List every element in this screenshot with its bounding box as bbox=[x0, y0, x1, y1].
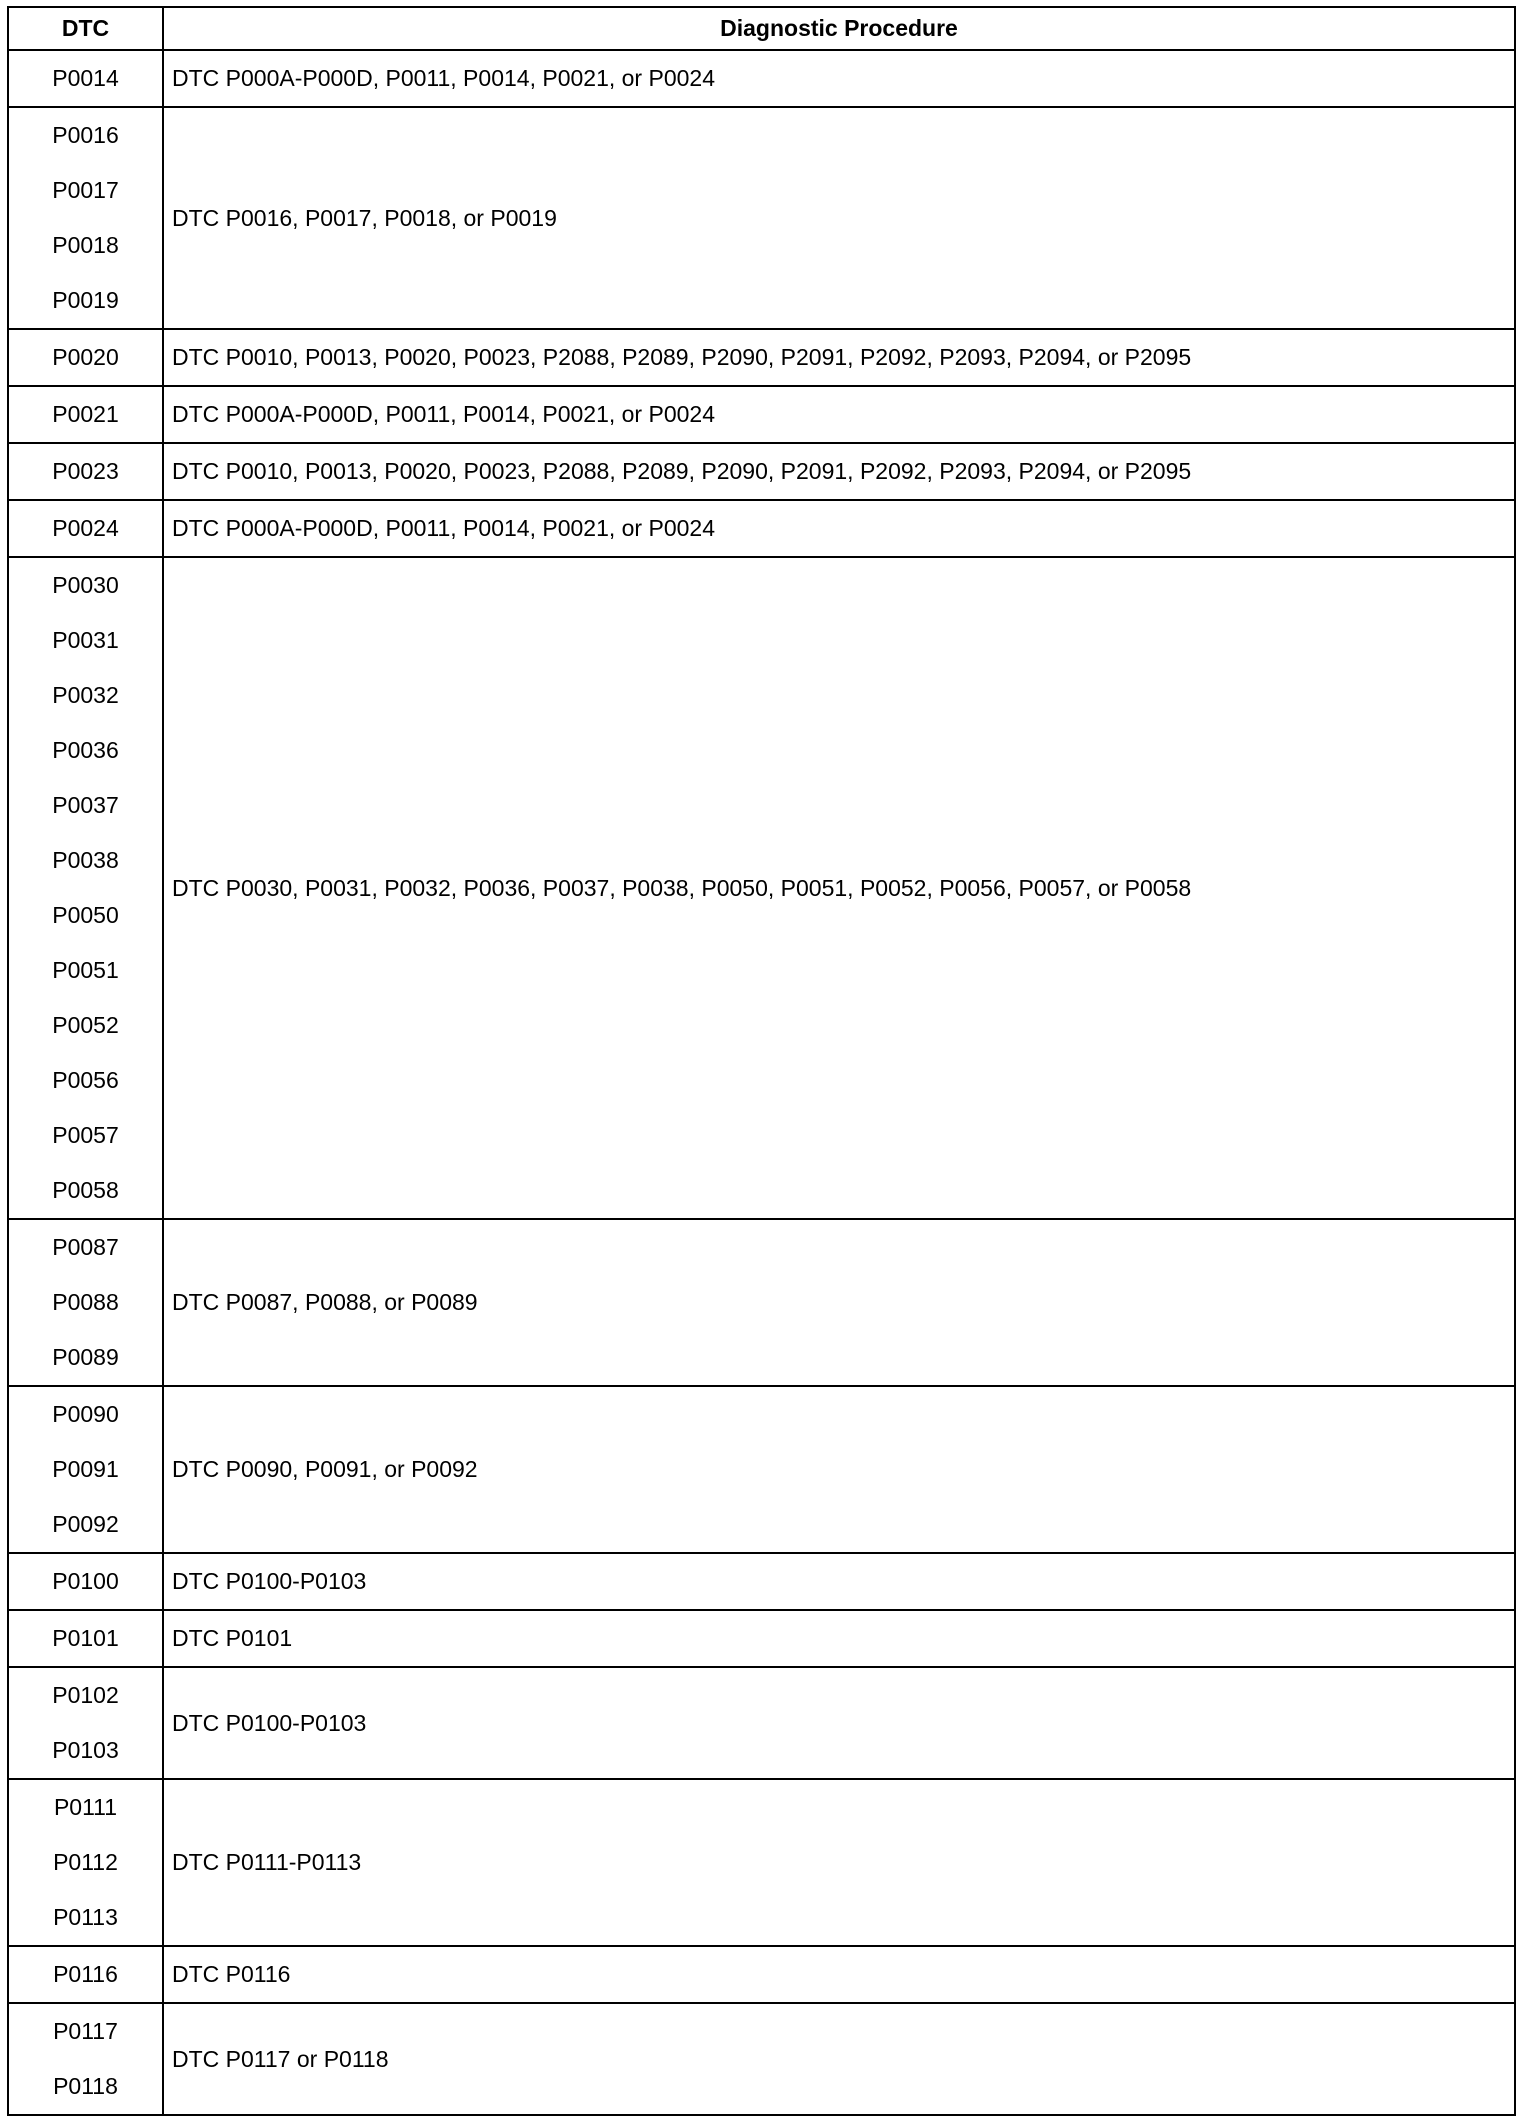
table-row bbox=[8, 1946, 1515, 2003]
diagnostic-procedure-link[interactable]: DTC P0010, P0013, P0020, P0023, P2088, P2089, P2090, P2091, P2092, P2093, P2094, or P2095 bbox=[163, 443, 1515, 500]
diagnostic-procedure-link[interactable]: DTC P0087, P0088, or P0089 bbox=[163, 1219, 1515, 1386]
table-row bbox=[8, 2003, 1515, 2115]
dtc-column-header: DTC bbox=[8, 7, 163, 50]
dtc-code: P0117 bbox=[53, 2018, 118, 2044]
dtc-codes-cell bbox=[8, 1667, 163, 1779]
diagnostic-procedure-link[interactable]: DTC P0010, P0013, P0020, P0023, P2088, P2089, P2090, P2091, P2092, P2093, P2094, or P2095 bbox=[163, 329, 1515, 386]
dtc-code: P0021 bbox=[52, 401, 119, 427]
dtc-table bbox=[7, 6, 1516, 2116]
dtc-code: P0024 bbox=[52, 515, 119, 541]
dtc-code: P0016 bbox=[52, 122, 119, 148]
dtc-codes-cell bbox=[8, 386, 163, 443]
dtc-codes-cell bbox=[8, 2003, 163, 2115]
diagnostic-procedure-link[interactable]: DTC P0117 or P0118 bbox=[163, 2003, 1515, 2115]
table-row bbox=[8, 1667, 1515, 1779]
table-row bbox=[8, 50, 1515, 107]
diagnostic-procedure-link[interactable]: DTC P0100-P0103 bbox=[163, 1553, 1515, 1610]
table-row bbox=[8, 1219, 1515, 1386]
table-body bbox=[8, 50, 1515, 2115]
dtc-codes-cell bbox=[8, 557, 163, 1219]
dtc-codes-cell bbox=[8, 329, 163, 386]
table-row bbox=[8, 386, 1515, 443]
table-row bbox=[8, 1553, 1515, 1610]
dtc-code: P0113 bbox=[53, 1904, 118, 1930]
table-row bbox=[8, 1610, 1515, 1667]
dtc-code: P0031 bbox=[52, 627, 119, 653]
diagnostic-procedure-link[interactable]: DTC P0016, P0017, P0018, or P0019 bbox=[163, 107, 1515, 329]
dtc-code: P0038 bbox=[52, 847, 119, 873]
dtc-code: P0051 bbox=[52, 957, 119, 983]
dtc-code: P0020 bbox=[52, 344, 119, 370]
dtc-code: P0032 bbox=[52, 682, 119, 708]
dtc-codes-cell bbox=[8, 1553, 163, 1610]
table-row bbox=[8, 500, 1515, 557]
dtc-code: P0101 bbox=[52, 1625, 119, 1651]
dtc-codes-cell bbox=[8, 500, 163, 557]
dtc-code: P0088 bbox=[52, 1289, 119, 1315]
dtc-code: P0017 bbox=[52, 177, 119, 203]
dtc-code: P0057 bbox=[52, 1122, 119, 1148]
diagnostic-procedure-link[interactable]: DTC P0101 bbox=[163, 1610, 1515, 1667]
dtc-code: P0112 bbox=[53, 1849, 118, 1875]
dtc-codes-cell bbox=[8, 443, 163, 500]
dtc-code: P0092 bbox=[52, 1511, 119, 1537]
table-row bbox=[8, 557, 1515, 1219]
dtc-code: P0089 bbox=[52, 1344, 119, 1370]
diagnostic-procedure-link[interactable]: DTC P0116 bbox=[163, 1946, 1515, 2003]
dtc-code: P0116 bbox=[53, 1961, 118, 1987]
dtc-code: P0091 bbox=[52, 1456, 119, 1482]
dtc-codes-cell bbox=[8, 1386, 163, 1553]
table-row bbox=[8, 1779, 1515, 1946]
table-header-row bbox=[8, 7, 1515, 50]
dtc-code: P0102 bbox=[52, 1682, 119, 1708]
dtc-codes-cell bbox=[8, 1219, 163, 1386]
diagnostic-procedure-link[interactable]: DTC P0030, P0031, P0032, P0036, P0037, P0038, P0050, P0051, P0052, P0056, P0057, or P0058 bbox=[163, 557, 1515, 1219]
dtc-code: P0019 bbox=[52, 287, 119, 313]
dtc-table-container bbox=[7, 6, 1514, 2116]
dtc-code: P0058 bbox=[52, 1177, 119, 1203]
dtc-codes-cell bbox=[8, 107, 163, 329]
dtc-code: P0014 bbox=[52, 65, 119, 91]
dtc-code: P0036 bbox=[52, 737, 119, 763]
dtc-codes-cell bbox=[8, 50, 163, 107]
dtc-code: P0037 bbox=[52, 792, 119, 818]
diagnostic-procedure-link[interactable]: DTC P000A-P000D, P0011, P0014, P0021, or P0024 bbox=[163, 500, 1515, 557]
diagnostic-procedure-link[interactable]: DTC P000A-P000D, P0011, P0014, P0021, or P0024 bbox=[163, 386, 1515, 443]
table-row bbox=[8, 1386, 1515, 1553]
dtc-code: P0103 bbox=[52, 1737, 119, 1763]
dtc-code: P0090 bbox=[52, 1401, 119, 1427]
diagnostic-procedure-link[interactable]: DTC P0111-P0113 bbox=[163, 1779, 1515, 1946]
dtc-code: P0050 bbox=[52, 902, 119, 928]
diagnostic-procedure-link[interactable]: DTC P0090, P0091, or P0092 bbox=[163, 1386, 1515, 1553]
table-row bbox=[8, 107, 1515, 329]
dtc-code: P0018 bbox=[52, 232, 119, 258]
dtc-code: P0030 bbox=[52, 572, 119, 598]
dtc-codes-cell bbox=[8, 1779, 163, 1946]
dtc-code: P0023 bbox=[52, 458, 119, 484]
diagnostic-procedure-link[interactable]: DTC P000A-P000D, P0011, P0014, P0021, or P0024 bbox=[163, 50, 1515, 107]
table-row bbox=[8, 329, 1515, 386]
dtc-codes-cell bbox=[8, 1610, 163, 1667]
dtc-code: P0111 bbox=[53, 1794, 118, 1820]
dtc-code: P0118 bbox=[53, 2073, 118, 2099]
dtc-code: P0052 bbox=[52, 1012, 119, 1038]
dtc-code: P0056 bbox=[52, 1067, 119, 1093]
dtc-codes-cell bbox=[8, 1946, 163, 2003]
procedure-column-header: Diagnostic Procedure bbox=[163, 7, 1515, 50]
dtc-code: P0087 bbox=[52, 1234, 119, 1260]
table-row bbox=[8, 443, 1515, 500]
diagnostic-procedure-link[interactable]: DTC P0100-P0103 bbox=[163, 1667, 1515, 1779]
dtc-code: P0100 bbox=[52, 1568, 119, 1594]
